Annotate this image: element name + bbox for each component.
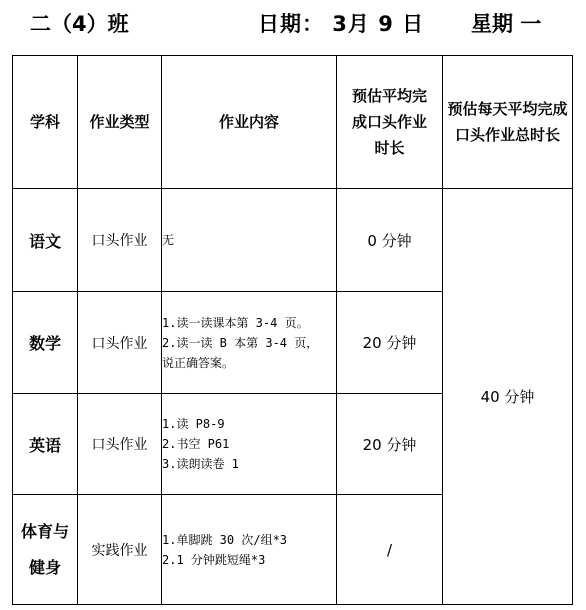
- total-time-cell: 40 分钟: [443, 189, 573, 605]
- type-cell: 实践作业: [78, 495, 162, 605]
- content-cell: [162, 189, 337, 292]
- content-line: 3.读朗读卷 1: [162, 457, 239, 471]
- subject-cell: 语文: [13, 189, 78, 292]
- content-line: 1.单脚跳 30 次/组*3: [162, 532, 288, 547]
- content-line: 2.读一读 B 本第 3-4 页，: [162, 335, 319, 350]
- type-cell: 口头作业: [78, 189, 162, 292]
- table-row: [13, 189, 573, 292]
- subject-cell: 英语: [13, 394, 78, 495]
- header-avg-time-line: 成口头作业: [351, 113, 427, 131]
- header-total-time-line: 口头作业总时长: [454, 126, 560, 144]
- header-total-time: [443, 56, 573, 189]
- content-cell: [162, 292, 337, 394]
- type-cell: 口头作业: [78, 292, 162, 394]
- content-line: 2.书空 P61: [162, 437, 230, 451]
- content-line: 说正确答案。: [162, 355, 235, 370]
- avg-time-cell: /: [337, 495, 443, 605]
- avg-time-cell: 20 分钟: [337, 292, 443, 394]
- header-avg-time: [337, 56, 443, 189]
- subject-line: 健身: [28, 557, 61, 577]
- subject-cell: 数学: [13, 292, 78, 394]
- header-content: 作业内容: [162, 56, 337, 189]
- header-avg-time-line: 时长: [374, 139, 405, 157]
- homework-table: [12, 55, 573, 605]
- class-name: 二（4）班: [30, 12, 129, 36]
- content-line: 1.读 P8-9: [162, 417, 225, 431]
- header-subject: 学科: [13, 56, 78, 189]
- content-line: 无: [162, 233, 175, 247]
- date-label: 日期： 3月 9 日: [258, 12, 425, 36]
- content-cell: [162, 495, 337, 605]
- content-cell: [162, 394, 337, 495]
- header-type: 作业类型: [78, 56, 162, 189]
- header-avg-time-line: 预估平均完: [351, 87, 427, 105]
- content-line: 2.1 分钟跳短绳*3: [162, 552, 266, 567]
- subject-line: 体育与: [20, 521, 69, 541]
- table-header-row: [13, 56, 573, 189]
- header-total-time-line: 预估每天平均完成: [447, 100, 568, 118]
- type-cell: 口头作业: [78, 394, 162, 495]
- avg-time-cell: 20 分钟: [337, 394, 443, 495]
- avg-time-cell: 0 分钟: [337, 189, 443, 292]
- page-header: [0, 8, 586, 40]
- subject-cell: [13, 495, 78, 605]
- content-line: 1.读一读课本第 3-4 页。: [162, 315, 309, 330]
- weekday-label: 星期 一: [471, 12, 542, 36]
